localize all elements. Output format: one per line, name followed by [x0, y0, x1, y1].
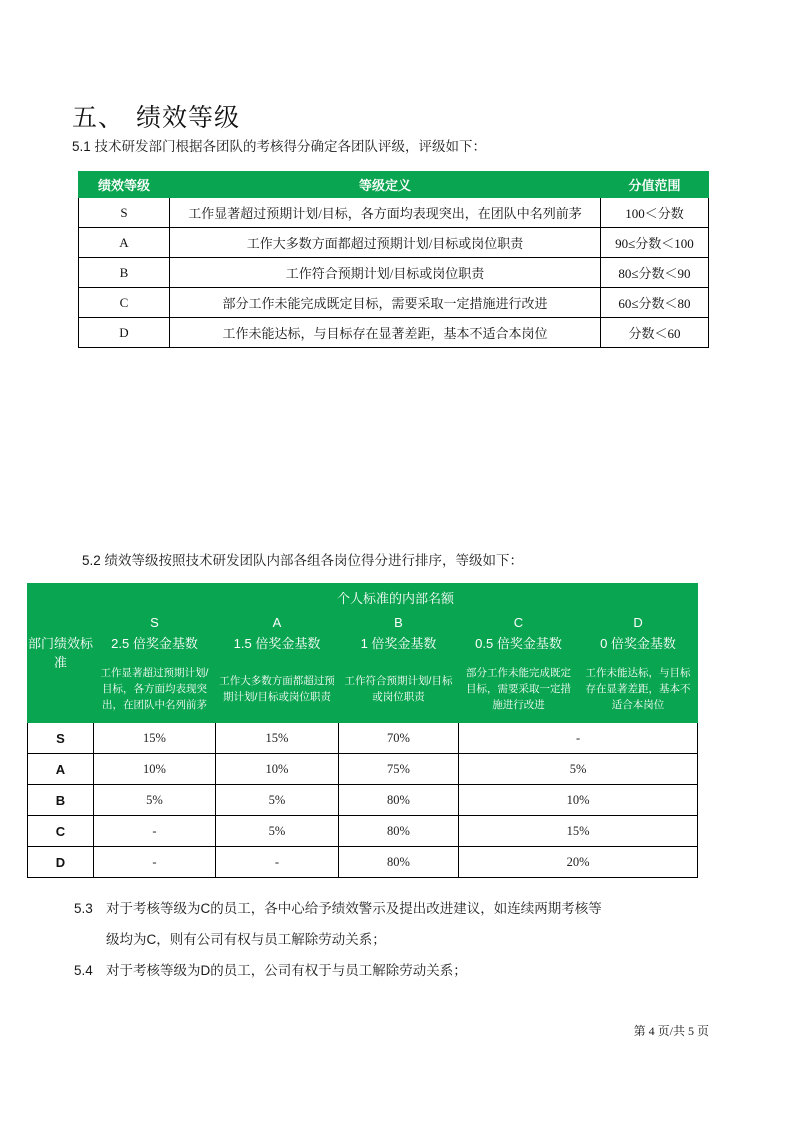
- cell-definition: 工作符合预期计划/目标或岗位职责: [170, 258, 601, 288]
- cell-quota-cd: 5%: [459, 754, 698, 785]
- cell-definition: 工作大多数方面都超过预期计划/目标或岗位职责: [170, 228, 601, 258]
- clause-5-4-line-1: [74, 955, 467, 986]
- grade-multiplier: 2.5 倍奖金基数: [111, 636, 198, 651]
- internal-quota-header: 个人标准的内部名额: [94, 584, 698, 611]
- grade-letter: B: [394, 615, 403, 630]
- performance-grade-table: [78, 171, 709, 348]
- cell-range: 60≤分数＜80: [601, 288, 709, 318]
- grade-multiplier: 1 倍奖金基数: [360, 636, 437, 651]
- dept-standard-header: 部门绩效标准: [28, 584, 94, 723]
- cell-grade: D: [79, 318, 170, 348]
- grade-letter: S: [150, 615, 159, 630]
- grade-header-row: [28, 611, 698, 656]
- row-label: B: [28, 785, 94, 816]
- cell-quota-s: -: [94, 847, 216, 878]
- table-row: [79, 318, 709, 348]
- table-row: [28, 723, 698, 754]
- clause-text: 对于考核等级为C的员工，各中心给予绩效警示及提出改进建议，如连续两期考核等: [106, 901, 602, 916]
- table-row: [28, 816, 698, 847]
- grade-header-s: [94, 611, 216, 656]
- grade-desc-d: 工作未能达标，与目标存在显著差距，基本不适合本岗位: [579, 656, 698, 723]
- cell-quota-b: 80%: [339, 785, 459, 816]
- table-row: [28, 785, 698, 816]
- cell-quota-b: 70%: [339, 723, 459, 754]
- row-label: C: [28, 816, 94, 847]
- table-row: [28, 754, 698, 785]
- cell-range: 90≤分数＜100: [601, 228, 709, 258]
- table-row: [79, 258, 709, 288]
- cell-definition: 工作显著超过预期计划/目标，各方面均表现突出，在团队中名列前茅: [170, 198, 601, 228]
- section-title-text: 绩效等级: [136, 105, 241, 132]
- cell-quota-cd: 20%: [459, 847, 698, 878]
- cell-grade: B: [79, 258, 170, 288]
- cell-quota-a: 15%: [216, 723, 339, 754]
- table-header-row: [79, 172, 709, 198]
- cell-quota-cd: 10%: [459, 785, 698, 816]
- clause-text: 对于考核等级为D的员工，公司有权于与员工解除劳动关系；: [106, 963, 467, 978]
- cell-quota-a: -: [216, 847, 339, 878]
- cell-range: 100＜分数: [601, 198, 709, 228]
- cell-quota-a: 5%: [216, 816, 339, 847]
- grade-desc-s: 工作显著超过预期计划/目标，各方面均表现突出，在团队中名列前茅: [94, 656, 216, 723]
- clause-label: 5.4: [74, 963, 93, 978]
- grade-desc-c: 部分工作未能完成既定目标，需要采取一定措施进行改进: [459, 656, 579, 723]
- paragraph-5-1: 5.1 技术研发部门根据各团队的考核得分确定各团队评级，评级如下：: [72, 139, 487, 154]
- table-row: [79, 228, 709, 258]
- grade-multiplier: 0.5 倍奖金基数: [475, 636, 562, 651]
- column-header-grade: 绩效等级: [79, 172, 170, 198]
- internal-quota-table: [27, 583, 698, 878]
- clause-5-3-line-1: [74, 893, 602, 924]
- row-label: S: [28, 723, 94, 754]
- cell-quota-a: 10%: [216, 754, 339, 785]
- column-header-definition: 等级定义: [170, 172, 601, 198]
- grade-letter: A: [272, 615, 282, 630]
- cell-definition: 工作未能达标，与目标存在显著差距，基本不适合本岗位: [170, 318, 601, 348]
- cell-quota-s: 10%: [94, 754, 216, 785]
- table-row: [28, 847, 698, 878]
- grade-desc-b: 工作符合预期计划/目标或岗位职责: [339, 656, 459, 723]
- clause-label: 5.3: [74, 901, 93, 916]
- cell-range: 80≤分数＜90: [601, 258, 709, 288]
- page-title: [72, 98, 240, 134]
- cell-quota-s: 5%: [94, 785, 216, 816]
- section-number: 五、: [72, 105, 125, 132]
- cell-quota-b: 80%: [339, 847, 459, 878]
- row-label: D: [28, 847, 94, 878]
- grade-description-row: [28, 656, 698, 723]
- cell-grade: S: [79, 198, 170, 228]
- cell-range: 分数＜60: [601, 318, 709, 348]
- cell-quota-b: 75%: [339, 754, 459, 785]
- clause-text: 级均为C，则有公司有权与员工解除劳动关系；: [106, 932, 386, 947]
- grade-letter: D: [633, 615, 643, 630]
- clause-5-3-line-2: [74, 924, 602, 955]
- grade-letter: C: [513, 615, 524, 630]
- table-span-header-row: [28, 584, 698, 611]
- cell-quota-s: 15%: [94, 723, 216, 754]
- clause-5-3: [74, 893, 602, 955]
- grade-header-a: [216, 611, 339, 656]
- page-footer: 第 4 页/共 5 页: [633, 1024, 709, 1038]
- cell-quota-a: 5%: [216, 785, 339, 816]
- cell-quota-cd: -: [459, 723, 698, 754]
- cell-grade: C: [79, 288, 170, 318]
- grade-header-b: [339, 611, 459, 656]
- grade-header-c: [459, 611, 579, 656]
- cell-quota-b: 80%: [339, 816, 459, 847]
- row-label: A: [28, 754, 94, 785]
- table-row: [79, 288, 709, 318]
- cell-definition: 部分工作未能完成既定目标，需要采取一定措施进行改进: [170, 288, 601, 318]
- grade-desc-a: 工作大多数方面都超过预期计划/目标或岗位职责: [216, 656, 339, 723]
- table-row: [79, 198, 709, 228]
- grade-header-d: [579, 611, 698, 656]
- grade-multiplier: 1.5 倍奖金基数: [233, 636, 321, 651]
- clause-5-4: [74, 955, 467, 986]
- paragraph-5-2: 5.2 绩效等级按照技术研发团队内部各组各岗位得分进行排序，等级如下：: [82, 553, 524, 568]
- grade-multiplier: 0 倍奖金基数: [600, 636, 676, 651]
- cell-quota-s: -: [94, 816, 216, 847]
- cell-grade: A: [79, 228, 170, 258]
- column-header-range: 分值范围: [601, 172, 709, 198]
- cell-quota-cd: 15%: [459, 816, 698, 847]
